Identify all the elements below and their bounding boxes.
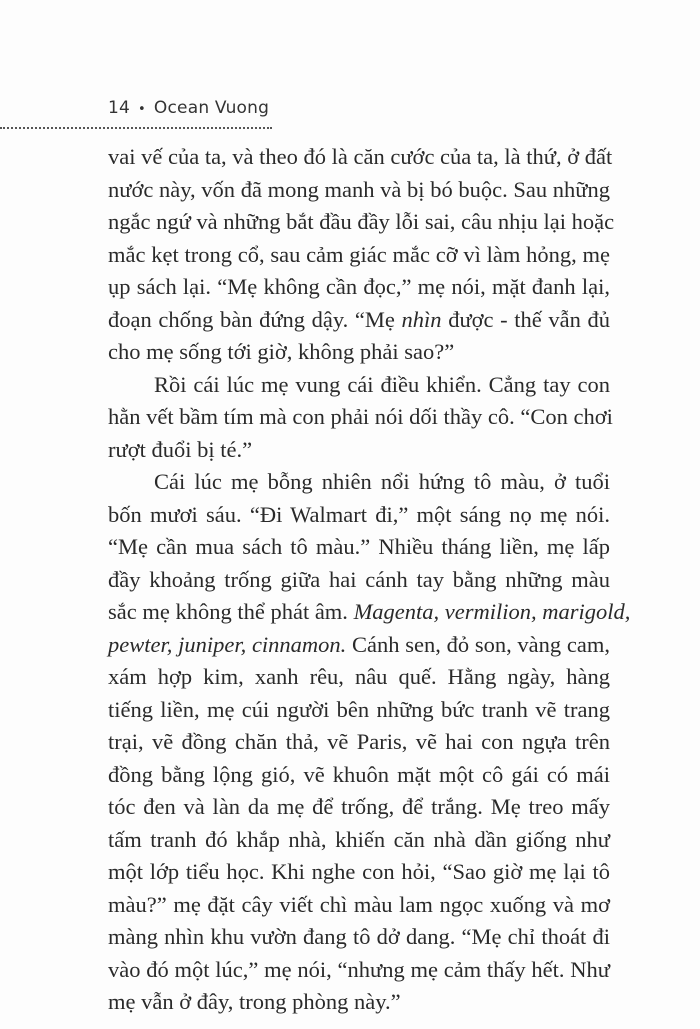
- text-segment: xám hợp kim, xanh rêu, nâu quế. Hằng ngày, hàng: [108, 664, 610, 689]
- text-line: [108, 369, 610, 402]
- italic-text: Magenta, vermilion, marigold,: [353, 599, 631, 624]
- text-segment: mắc kẹt trong cổ, sau cảm giác mắc cỡ vì làm hỏng, mẹ: [108, 241, 610, 267]
- text-segment: sắc mẹ không thể phát âm.: [108, 599, 354, 624]
- text-line: [108, 271, 610, 304]
- text-line: [108, 856, 610, 889]
- text-line: [108, 434, 610, 467]
- text-segment: tiếng liền, mẹ cúi người bên những bức tranh vẽ trang: [108, 696, 610, 722]
- text-line: [108, 239, 610, 272]
- text-line: [108, 401, 613, 434]
- italic-text: pewter, juniper, cinnamon.: [108, 631, 347, 657]
- text-segment: rượt đuổi bị té.”: [108, 436, 253, 462]
- italic-text: nhìn: [401, 306, 442, 332]
- text-segment: vào đó một lúc,” mẹ nói, “nhưng mẹ cảm thấy hết. Như: [108, 956, 610, 982]
- text-line: [108, 304, 610, 337]
- body-text: [108, 141, 631, 1019]
- text-line: [108, 726, 610, 759]
- text-segment: được - thế vẫn đủ: [441, 306, 610, 332]
- text-line: [108, 499, 610, 532]
- text-segment: hằn vết bầm tím mà con phải nói dối thầy cô. “Con chơi: [108, 404, 613, 429]
- author-name: Ocean Vuong: [153, 98, 270, 118]
- text-segment: đầy khoảng trống giữa hai cánh tay bằng những màu: [108, 566, 610, 592]
- text-line: [108, 986, 610, 1019]
- text-segment: đoạn chống bàn đứng dậy. “Mẹ: [108, 306, 402, 332]
- text-segment: Cánh sen, đỏ son, vàng cam,: [346, 631, 610, 657]
- text-segment: mẹ vẫn ở đây, trong phòng này.”: [108, 989, 401, 1014]
- text-segment: màu?” mẹ đặt cây viết chì màu lam ngọc xuống và mơ: [108, 891, 610, 917]
- header-separator: •: [138, 102, 146, 117]
- text-segment: màng nhìn khu vườn đang tô dở dang. “Mẹ chỉ thoát đi: [108, 924, 610, 949]
- text-segment: “Mẹ cần mua sách tô màu.” Nhiều tháng liền, mẹ lấp: [108, 534, 610, 559]
- text-segment: đồng bằng lộng gió, vẽ khuôn mặt một cô gái có mái: [108, 761, 610, 787]
- text-line: [108, 954, 610, 987]
- text-line: [108, 466, 610, 499]
- text-line: [108, 694, 610, 727]
- text-line: [108, 759, 610, 792]
- text-line: [108, 596, 631, 629]
- text-line: [108, 661, 610, 694]
- text-segment: tóc đen và làn da mẹ để trống, để trắng. Mẹ treo mấy: [108, 794, 610, 819]
- text-segment: ụp sách lại. “Mẹ không cần đọc,” mẹ nói, mặt đanh lại,: [108, 274, 610, 299]
- text-segment: vai vế của ta, và theo đó là căn cước của ta, là thứ, ở đất: [108, 144, 613, 169]
- text-segment: Cái lúc mẹ bỗng nhiên nổi hứng tô màu, ở tuổi: [154, 469, 610, 494]
- text-segment: nước này, vốn đã mong manh và bị bó buộc. Sau những: [108, 176, 610, 202]
- running-header: [108, 98, 269, 118]
- text-segment: ngắc ngứ và những bắt đầu đầy lỗi sai, câu nhịu lại hoặc: [108, 209, 615, 234]
- text-line: [108, 629, 610, 662]
- text-line: [108, 531, 610, 564]
- text-line: [108, 791, 610, 824]
- dotted-divider: [0, 127, 272, 129]
- text-segment: cho mẹ sống tới giờ, không phải sao?”: [108, 339, 455, 364]
- text-segment: bốn mươi sáu. “Đi Walmart đi,” một sáng nọ mẹ nói.: [108, 501, 610, 527]
- text-line: [108, 141, 613, 174]
- text-segment: một lớp tiểu học. Khi nghe con hỏi, “Sao giờ mẹ lại tô: [108, 859, 610, 884]
- text-line: [108, 889, 610, 922]
- text-segment: Rồi cái lúc mẹ vung cái điều khiển. Cẳng tay con: [154, 371, 610, 397]
- text-line: [108, 921, 610, 954]
- text-line: [108, 206, 615, 239]
- text-line: [108, 174, 610, 207]
- text-segment: trại, vẽ đồng chăn thả, vẽ Paris, vẽ hai con ngựa trên: [108, 729, 610, 754]
- text-line: [108, 336, 610, 369]
- text-line: [108, 824, 610, 857]
- text-segment: tấm tranh đó khắp nhà, khiến căn nhà dần giống như: [108, 826, 610, 852]
- text-line: [108, 564, 610, 597]
- page-number: 14: [108, 98, 131, 118]
